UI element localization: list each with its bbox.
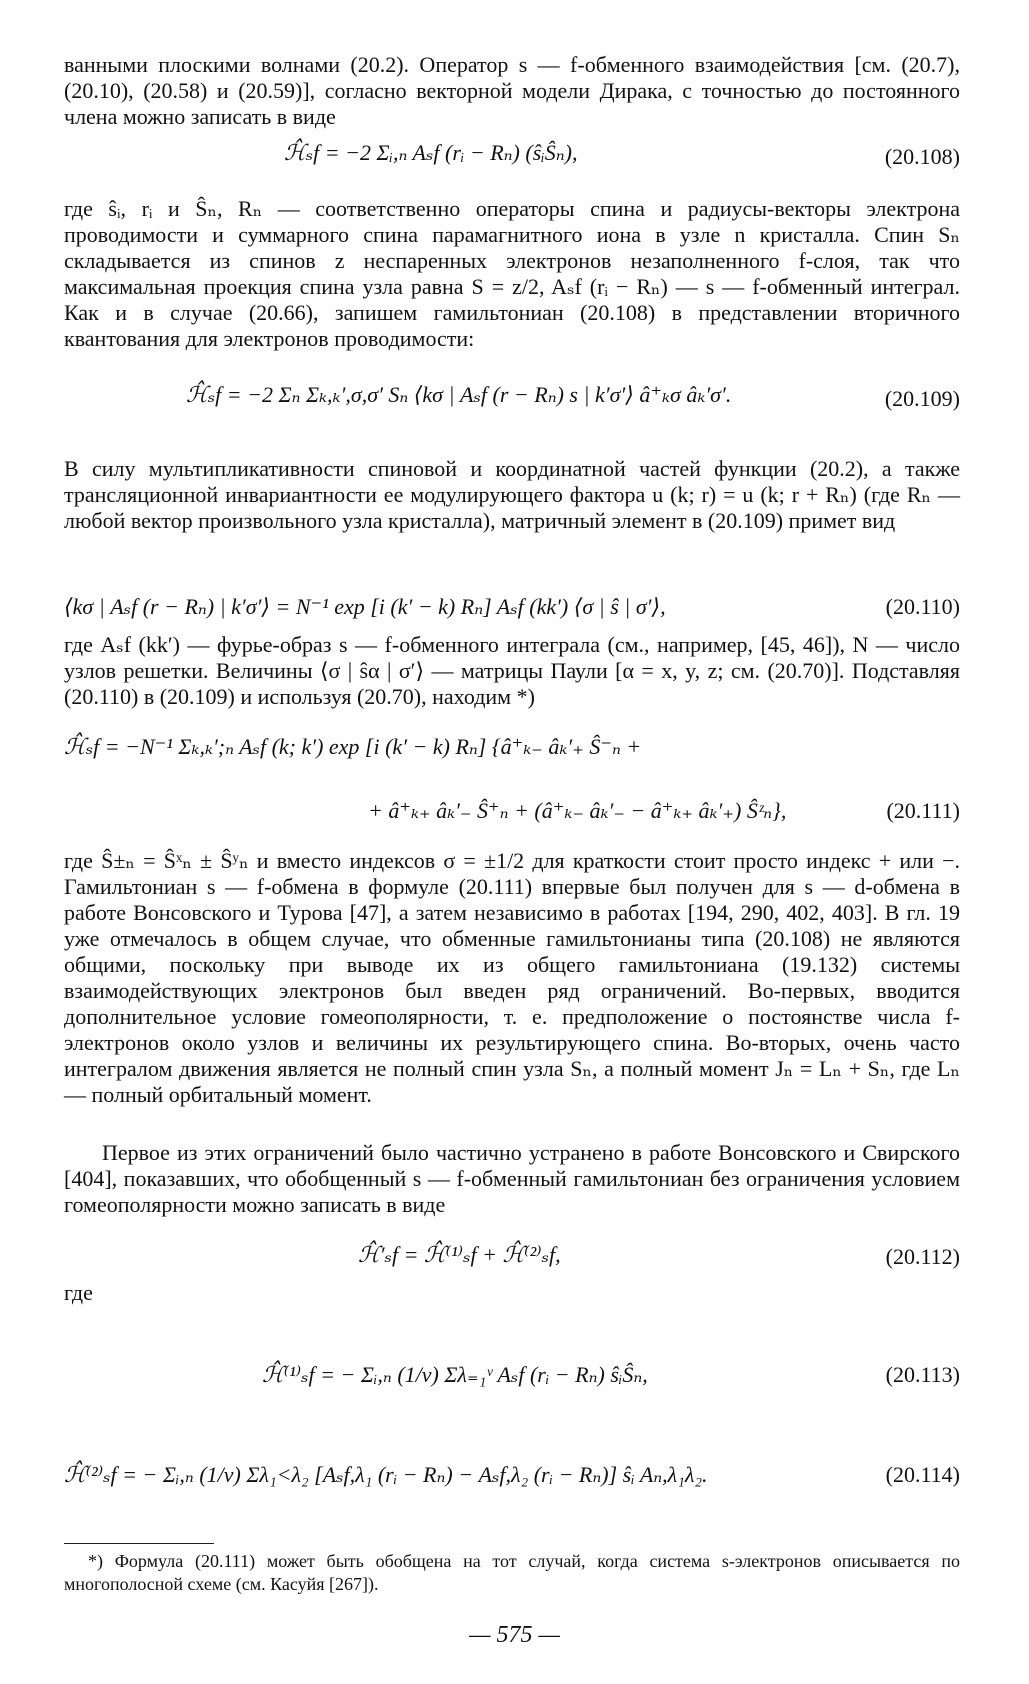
page-number: — 575 — — [469, 1622, 560, 1648]
equation-20-114: ℋ̂⁽²⁾ₛf = − Σᵢ,ₙ (1/ν) Σλ₁<λ₂ [Aₛf,λ₁ (rᵢ − Rₙ) − Aₛf,λ₂ (rᵢ − Rₙ)] ŝᵢ Aₙ,λ₁λ₂. — [64, 1462, 708, 1487]
paragraph-2: где ŝᵢ, rᵢ и Ŝₙ, Rₙ — соответственно операторы спина и радиусы-векторы электрона проводимости и суммарного спина парамагнитного иона в узле n кристалла. Спин Sₙ складывается из спинов z неспаренных электронов незаполненного f-слоя, так что максимальная проекция спина узла равна S = z/2, Aₛf (rᵢ − Rₙ) — s — f-обменный интеграл. Как и в случае (20.66), запишем гамильтониан (20.108) в представлении вторичного квантования для электронов проводимости: — [64, 196, 960, 351]
paragraph-1: ванными плоскими волнами (20.2). Оператор s — f-обменного взаимодействия [см. (20.7), (20.10), (20.58) и (20.59)], согласно векторной модели Дирака, с точностью до постоянного члена можно записать в виде — [64, 52, 960, 129]
equation-number-20-110: (20.110) — [885, 594, 960, 619]
equation-20-111-line-1: ℋ̂ₛf = −N⁻¹ Σₖ,ₖ′;ₙ Aₛf (k; k′) exp [i (k′ − k) Rₙ] {â⁺ₖ₋ âₖ′₊ Ŝ⁻ₙ + — [64, 734, 642, 759]
paragraph-3: В силу мультипликативности спиновой и координатной частей функции (20.2), а также трансляционной инвариантности ее модулирующего фактора u (k; r) = u (k; r + Rₙ) (где Rₙ — любой вектор произвольного узла кристалла), матричный элемент в (20.109) примет вид — [64, 456, 960, 533]
equation-number-20-112: (20.112) — [885, 1244, 960, 1269]
equation-20-110: ⟨kσ | Aₛf (r − Rₙ) | k′σ′⟩ = N⁻¹ exp [i (k′ − k) Rₙ] Aₛf (kk′) ⟨σ | ŝ | σ′⟩, — [64, 594, 666, 619]
paragraph-5: где Ŝ±ₙ = Ŝˣₙ ± Ŝʸₙ и вместо индексов σ = ±1/2 для краткости стоит просто индекс + или −. Гамильтониан s — f-обмена в формуле (20.111) впервые был получен для s — d-обмена в работе Вонсовского и Турова [47], а затем независимо в работах [194, 290, 402, 403]. В гл. 19 уже отмечалось в общем случае, что обменные гамильтонианы типа (20.108) не являются общими, поскольку при выводе их из общего гамильтониана (19.132) системы взаимодействующих электронов был введен ряд ограничений. Во-первых, вводится дополнительное условие гомеополярности, т. е. предположение о постоянстве числа f-электронов около узлов и величины их результирующего спина. Во-вторых, очень часто интегралом движения является не полный спин узла Sₙ, а полный момент Jₙ = Lₙ + Sₙ, где Lₙ — полный орбитальный момент. — [64, 848, 960, 1107]
equation-number-20-114: (20.114) — [885, 1462, 960, 1487]
equation-20-109: ℋ̂ₛf = −2 Σₙ Σₖ,ₖ′,σ,σ′ Sₙ ⟨kσ | Aₛf (r − Rₙ) s | k′σ′⟩ â⁺ₖσ âₖ′σ′. — [186, 382, 732, 407]
equation-number-20-108: (20.108) — [884, 144, 960, 169]
equation-20-112: ℋ̂′ₛf = ℋ̂⁽¹⁾ₛf + ℋ̂⁽²⁾ₛf, — [358, 1242, 561, 1267]
where-label: где — [64, 1280, 93, 1305]
equation-20-113: ℋ̂⁽¹⁾ₛf = − Σᵢ,ₙ (1/ν) Σλ₌₁ᵛ Aₛf (rᵢ − Rₙ) ŝᵢŜₙ, — [262, 1362, 648, 1387]
paragraph-6: Первое из этих ограничений было частично устранено в работе Вонсовского и Свирского [404], показавших, что обобщенный s — f-обменный гамильтониан без ограничения условием гомеополярности можно записать в виде — [64, 1140, 960, 1217]
equation-20-108: ℋ̂ₛf = −2 Σᵢ,ₙ Aₛf (rᵢ − Rₙ) (ŝᵢŜₙ), — [284, 140, 578, 165]
footnote-divider — [64, 1543, 214, 1544]
equation-20-111-line-2: + â⁺ₖ₊ âₖ′₋ Ŝ⁺ₙ + (â⁺ₖ₋ âₖ′₋ − â⁺ₖ₊ âₖ′₊) Ŝᶻₙ}, — [368, 798, 787, 823]
paragraph-4: где Aₛf (kk′) — фурье-образ s — f-обменного интеграла (см., например, [45, 46]), N — число узлов решетки. Величины ⟨σ | ŝα | σ′⟩ — матрицы Паули [α = x, y, z; см. (20.70)]. Подставляя (20.110) в (20.109) и используя (20.70), находим *) — [64, 632, 960, 709]
footnote: *) Формула (20.111) может быть обобщена на тот случай, когда система s-электронов описывается по многополосной схеме (см. Касуйя [267]). — [64, 1551, 960, 1594]
equation-number-20-109: (20.109) — [884, 386, 960, 411]
equation-number-20-111: (20.111) — [886, 798, 960, 823]
equation-number-20-113: (20.113) — [885, 1362, 960, 1387]
